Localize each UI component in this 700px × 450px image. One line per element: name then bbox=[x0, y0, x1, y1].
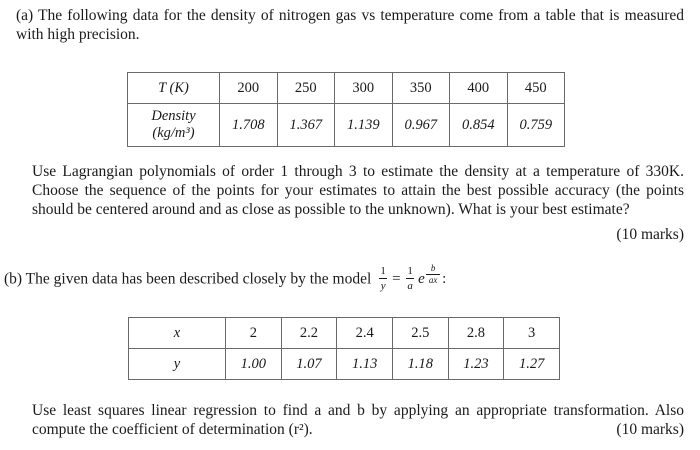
density-cell: 0.759 bbox=[507, 104, 565, 147]
model-equals: = bbox=[392, 271, 401, 288]
model-exponential-base: e bbox=[418, 271, 425, 288]
part-a-question-text: Use Lagrangian polynomials of order 1 through 3 to estimate the density at a temperature of 330K. Choose the sequence of the points for your estimates to attain the best possible accuracy (the points should be centered around and as close as possible to the unknown). What is your best estimate? bbox=[32, 163, 684, 218]
density-header-unit: (kg/m³) bbox=[152, 125, 195, 141]
density-header bbox=[128, 104, 220, 147]
temperature-cell: 200 bbox=[220, 73, 278, 104]
density-row bbox=[128, 104, 565, 147]
temperature-cell: 400 bbox=[450, 73, 508, 104]
temperature-cell: 250 bbox=[277, 73, 335, 104]
y-cell: 1.18 bbox=[392, 349, 448, 380]
temperature-cell: 450 bbox=[507, 73, 565, 104]
y-cell: 1.27 bbox=[504, 349, 560, 380]
model-den1: y bbox=[380, 280, 386, 293]
y-header: y bbox=[129, 349, 226, 380]
part-a-marks bbox=[560, 225, 684, 244]
xy-table bbox=[128, 317, 560, 380]
model-exp-den: ax bbox=[428, 275, 438, 286]
temperature-header: T (K) bbox=[128, 73, 220, 104]
y-cell: 1.00 bbox=[226, 349, 282, 380]
model-fraction-right bbox=[406, 265, 414, 292]
part-b-marks bbox=[560, 420, 684, 439]
x-cell: 2.2 bbox=[281, 318, 337, 349]
model-exp-num: b bbox=[430, 263, 436, 274]
density-table bbox=[127, 72, 565, 147]
x-cell: 2 bbox=[226, 318, 282, 349]
part-a-intro-text: (a) The following data for the density of nitrogen gas vs temperature come from a table that is measured with high precision. bbox=[16, 7, 684, 43]
temperature-row bbox=[128, 73, 565, 104]
temperature-cell: 300 bbox=[335, 73, 393, 104]
x-header: x bbox=[129, 318, 226, 349]
model-exponent bbox=[426, 264, 440, 285]
x-cell: 3 bbox=[504, 318, 560, 349]
model-fraction-left bbox=[379, 265, 387, 292]
density-cell: 1.708 bbox=[220, 104, 278, 147]
x-cell: 2.8 bbox=[448, 318, 504, 349]
part-b-question-text: Use least squares linear regression to find a and b by applying an appropriate transformation. Also compute the coefficient of determination (r²). bbox=[32, 402, 684, 438]
density-header-label: Density bbox=[151, 108, 196, 124]
density-cell: 1.367 bbox=[277, 104, 335, 147]
part-a-intro bbox=[16, 6, 684, 44]
model-num2: 1 bbox=[407, 265, 413, 278]
x-cell: 2.5 bbox=[392, 318, 448, 349]
part-b-intro bbox=[4, 263, 694, 295]
fraction-bar bbox=[406, 278, 414, 279]
model-colon: : bbox=[442, 271, 447, 288]
model-num1: 1 bbox=[380, 265, 386, 278]
y-cell: 1.07 bbox=[281, 349, 337, 380]
fraction-bar bbox=[379, 278, 387, 279]
part-a-marks-text: (10 marks) bbox=[616, 226, 684, 243]
density-cell: 0.967 bbox=[392, 104, 450, 147]
density-cell: 0.854 bbox=[450, 104, 508, 147]
y-cell: 1.23 bbox=[448, 349, 504, 380]
part-a-question bbox=[32, 162, 684, 219]
x-row bbox=[129, 318, 560, 349]
model-equation bbox=[375, 264, 455, 294]
y-cell: 1.13 bbox=[337, 349, 393, 380]
part-b-marks-text: (10 marks) bbox=[616, 421, 684, 438]
density-cell: 1.139 bbox=[335, 104, 393, 147]
model-den2: a bbox=[407, 280, 413, 293]
temperature-cell: 350 bbox=[392, 73, 450, 104]
part-b-intro-text: (b) The given data has been described closely by the model bbox=[4, 270, 372, 288]
y-row bbox=[129, 349, 560, 380]
x-cell: 2.4 bbox=[337, 318, 393, 349]
